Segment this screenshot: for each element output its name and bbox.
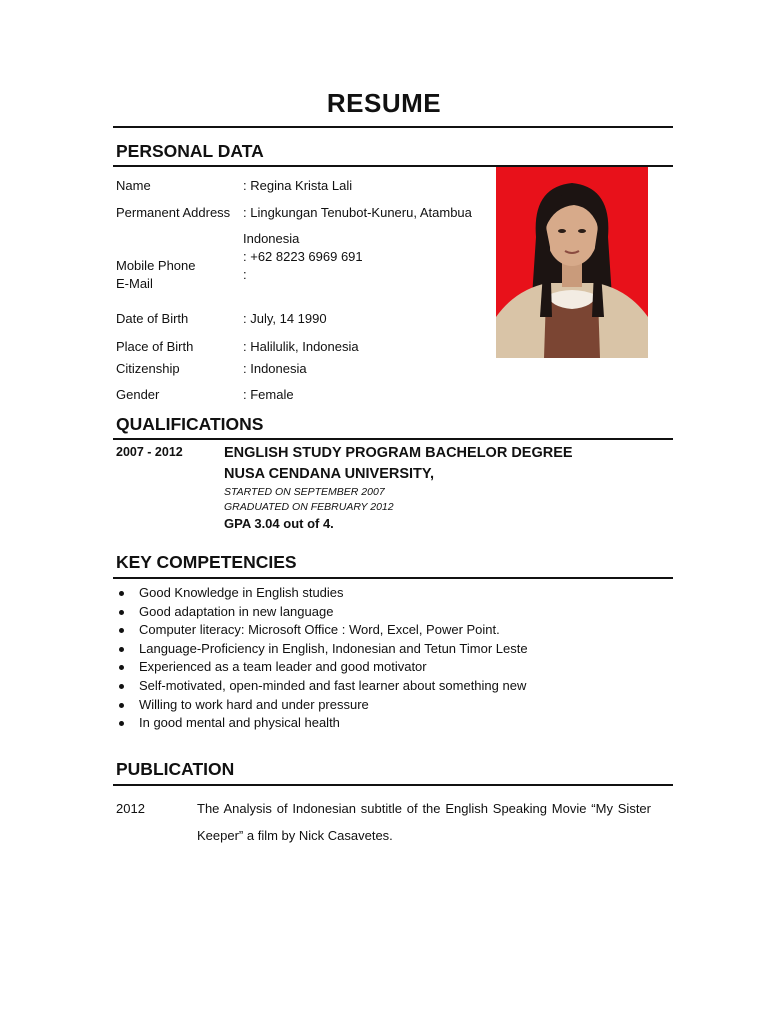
- list-item: Computer literacy: Microsoft Office : Word, Excel, Power Point.: [116, 621, 676, 640]
- qualifications-divider: [113, 438, 673, 440]
- qualification-years: 2007 - 2012: [116, 445, 183, 459]
- address-value-line-2: Indonesia: [243, 231, 300, 246]
- place-of-birth-label: Place of Birth: [116, 339, 194, 354]
- personal-data-heading: PERSONAL DATA: [116, 141, 264, 161]
- date-of-birth-value: : July, 14 1990: [243, 311, 327, 326]
- publication-year: 2012: [116, 801, 145, 816]
- address-label: Permanent Address: [116, 205, 231, 220]
- name-label: Name: [116, 178, 151, 193]
- key-competencies-divider: [113, 577, 673, 579]
- publication-description: The Analysis of Indonesian subtitle of the English Speaking Movie “My Sister Keeper” a film by Nick Casavetes.: [197, 801, 651, 843]
- gender-label: Gender: [116, 387, 160, 402]
- publication-divider: [113, 784, 673, 786]
- place-of-birth-value: : Halilulik, Indonesia: [243, 339, 359, 354]
- gender-value: : Female: [243, 387, 294, 402]
- profile-photo: [496, 167, 648, 358]
- list-item: Good Knowledge in English studies: [116, 584, 676, 603]
- list-item: Experienced as a team leader and good motivator: [116, 658, 676, 677]
- competencies-list: [116, 584, 676, 733]
- list-item: Language-Proficiency in English, Indonesian and Tetun Timor Leste: [116, 640, 676, 659]
- key-competencies-heading: KEY COMPETENCIES: [116, 552, 297, 572]
- qualifications-heading: QUALIFICATIONS: [116, 414, 264, 434]
- university-name: NUSA CENDANA UNIVERSITY,: [224, 466, 435, 482]
- citizenship-label: Citizenship: [116, 361, 180, 376]
- degree-title: ENGLISH STUDY PROGRAM BACHELOR DEGREE: [224, 445, 573, 461]
- email-value: :: [243, 267, 247, 282]
- title-divider: [113, 126, 673, 128]
- email-label: E-Mail: [116, 276, 153, 291]
- gpa-value: GPA 3.04 out of 4.: [224, 516, 334, 531]
- publication-heading: PUBLICATION: [116, 759, 235, 779]
- resume-title: RESUME: [326, 88, 442, 118]
- list-item: Willing to work hard and under pressure: [116, 696, 676, 715]
- mobile-phone-value: : +62 8223 6969 691: [243, 249, 363, 264]
- list-item: Good adaptation in new language: [116, 603, 676, 622]
- address-value: : Lingkungan Tenubot-Kuneru, Atambua: [243, 205, 472, 220]
- mobile-phone-label: Mobile Phone: [116, 258, 196, 273]
- portrait-illustration: [496, 167, 648, 358]
- study-start: STARTED ON SEPTEMBER 2007: [224, 486, 385, 498]
- list-item: In good mental and physical health: [116, 714, 676, 733]
- date-of-birth-label: Date of Birth: [116, 311, 189, 326]
- list-item: Self-motivated, open-minded and fast learner about something new: [116, 677, 676, 696]
- name-value: : Regina Krista Lali: [243, 178, 353, 193]
- study-graduation: GRADUATED ON FEBRUARY 2012: [224, 501, 394, 513]
- citizenship-value: : Indonesia: [243, 361, 307, 376]
